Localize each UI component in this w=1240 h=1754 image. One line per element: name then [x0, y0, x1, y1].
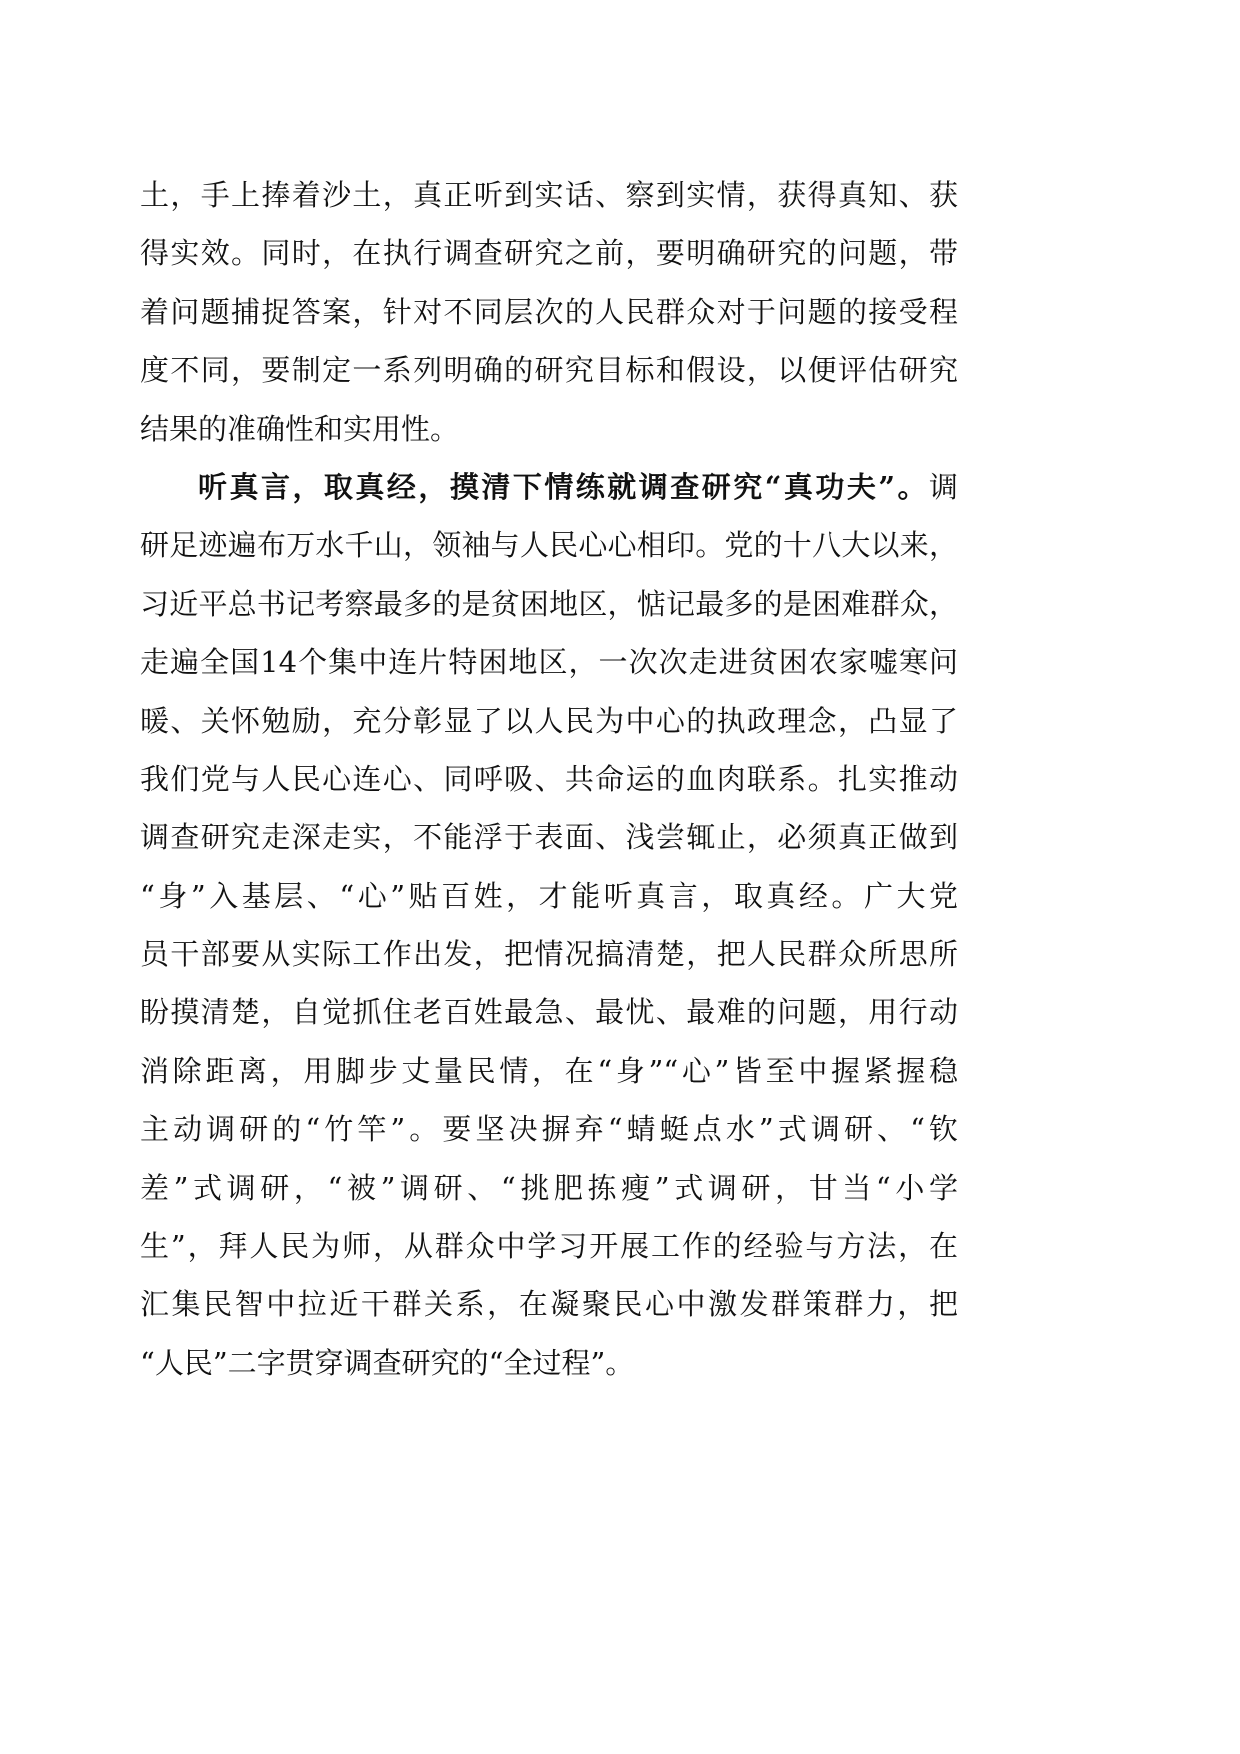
- text-line: 生”，拜人民为师，从群众中学习开展工作的经验与方法，在: [140, 1229, 958, 1264]
- text-line: 研足迹遍布万水千山，领袖与人民心心相印。党的十八大以来，: [140, 528, 958, 563]
- text-line: 员干部要从实际工作出发，把情况搞清楚，把人民群众所思所: [140, 937, 958, 972]
- text-line: 汇集民智中拉近干群关系，在凝聚民心中激发群策群力，把: [140, 1287, 958, 1322]
- text-line: 着问题捕捉答案，针对不同层次的人民群众对于问题的接受程: [140, 294, 958, 329]
- text-line: 调查研究走深走实，不能浮于表面、浅尝辄止，必须真正做到: [140, 820, 958, 855]
- paragraph-1: [140, 166, 958, 458]
- text-line: “身”入基层、“心”贴百姓，才能听真言，取真经。广大党: [140, 878, 958, 913]
- text-line: 度不同，要制定一系列明确的研究目标和假设，以便评估研究: [140, 353, 958, 388]
- text-line: 我们党与人民心连心、同呼吸、共命运的血肉联系。扎实推动: [140, 761, 958, 796]
- text-line: 得实效。同时，在执行调查研究之前，要明确研究的问题，带: [140, 236, 958, 271]
- text-line: 土，手上捧着沙土，真正听到实话、察到实情，获得真知、获: [140, 178, 958, 212]
- text-line: “人民”二字贯穿调查研究的“全过程”。: [140, 1345, 635, 1380]
- text-line: [140, 458, 958, 516]
- text-line: 暖、关怀勉励，充分彰显了以人民为中心的执政理念，凸显了: [140, 703, 958, 738]
- text-line: 主动调研的“竹竿”。要坚决摒弃“蜻蜓点水”式调研、“钦: [140, 1112, 958, 1147]
- text-line: 消除距离，用脚步丈量民情，在“身”“心”皆至中握紧握稳: [140, 1053, 958, 1088]
- text-span: 调: [928, 469, 958, 504]
- text-line: 走遍全国14个集中连片特困地区，一次次走进贫困农家嘘寒问: [140, 645, 958, 680]
- text-line: 差”式调研，“被”调研、“挑肥拣瘦”式调研，甘当“小学: [140, 1170, 958, 1205]
- paragraph-2: [140, 458, 958, 1392]
- text-line: 盼摸清楚，自觉抓住老百姓最急、最忧、最难的问题，用行动: [140, 995, 958, 1030]
- text-line: 习近平总书记考察最多的是贫困地区，惦记最多的是困难群众，: [140, 586, 958, 621]
- text-line: 结果的准确性和实用性。: [140, 411, 460, 446]
- section-heading: 听真言，取真经，摸清下情练就调查研究“真功夫”。: [198, 469, 929, 504]
- document-page: [140, 166, 958, 1392]
